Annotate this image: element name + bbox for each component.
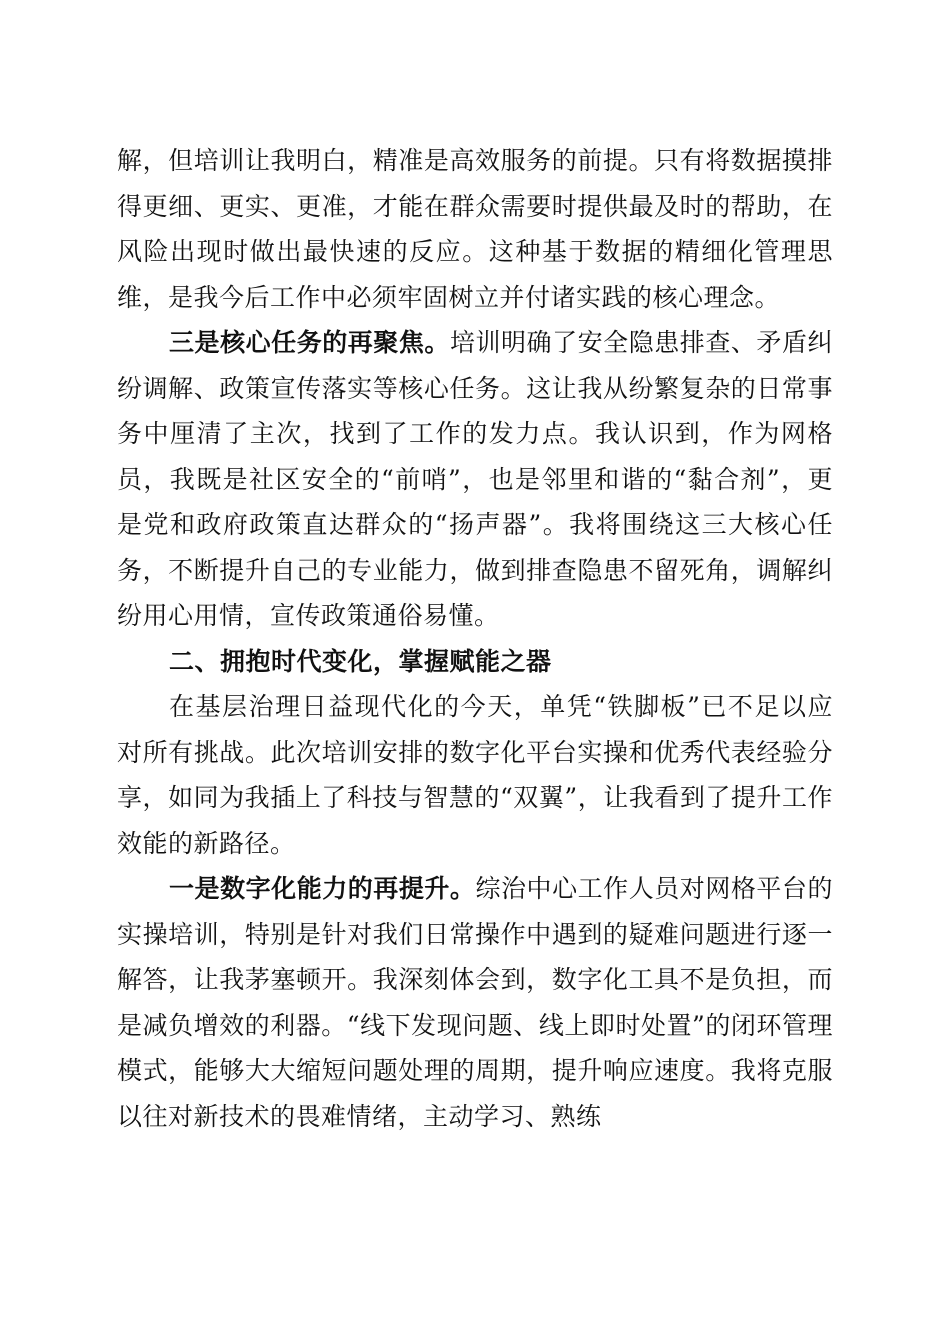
section-heading-text: 二、拥抱时代变化，掌握赋能之器 [169, 646, 552, 676]
section-heading [117, 639, 833, 685]
paragraph-text: 综治中心工作人员对网格平台的实操培训，特别是针对我们日常操作中遇到的疑难问题进行逐一解答，让我茅塞顿开。我深刻体会到，数字化工具不是负担，而是减负增效的利器。“线下发现问题、线上即时处置”的闭环管理模式，能够大大缩短问题处理的周期，提升响应速度。我将克服以往对新技术的畏难情绪，主动学习、熟练 [117, 874, 833, 1131]
paragraph-continuation [117, 138, 833, 320]
paragraph-lead: 一是数字化能力的再提升。 [169, 874, 476, 903]
paragraph-text: 解，但培训让我明白，精准是高效服务的前提。只有将数据摸排得更细、更实、更准，才能在群众需要时提供最及时的帮助，在风险出现时做出最快速的反应。这种基于数据的精细化管理思维，是我今后工作中必须牢固树立并付诸实践的核心理念。 [117, 146, 833, 312]
paragraph-digital-ability [117, 866, 833, 1139]
paragraph-section-intro [117, 684, 833, 866]
paragraph-text: 在基层治理日益现代化的今天，单凭“铁脚板”已不足以应对所有挑战。此次培训安排的数字化平台实操和优秀代表经验分享，如同为我插上了科技与智慧的“双翼”，让我看到了提升工作效能的新路径。 [117, 692, 833, 858]
paragraph-task-focus [117, 320, 833, 639]
paragraph-text: 培训明确了安全隐患排查、矛盾纠纷调解、政策宣传落实等核心任务。这让我从纷繁复杂的日常事务中厘清了主次，找到了工作的发力点。我认识到，作为网格员，我既是社区安全的“前哨”，也是邻里和谐的“黏合剂”，更是党和政府政策直达群众的“扬声器”。我将围绕这三大核心任务，不断提升自己的专业能力，做到排查隐患不留死角，调解纠纷用心用情，宣传政策通俗易懂。 [117, 328, 833, 630]
document-body [117, 138, 833, 1139]
paragraph-lead: 三是核心任务的再聚焦。 [169, 328, 450, 357]
